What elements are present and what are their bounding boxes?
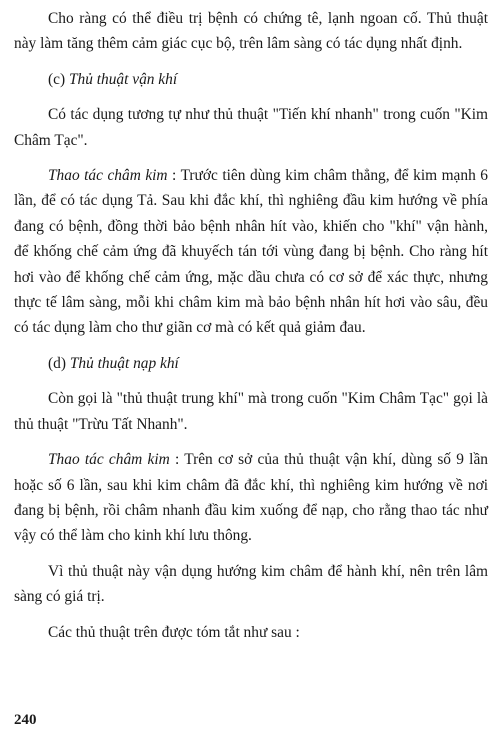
- paragraph-5: [14, 447, 488, 549]
- procedure-text-1: : Trước tiên dùng kim châm thẳng, để kim mạnh 6 lần, để có tác dụng Tả. Sau khi đắc khí, thì nghiêng đầu kim hướng về phía đang có bệnh, đồng thời bảo bệnh nhân hít vào, khiến cho "khí" vận hành, để khống chế cảm ứng đã khuyếch tán tới vùng đang bị bệnh. Cho ràng hít hơi vào để khống chế cảm ứng, mặc dầu chưa có cơ sở để xác thực, nhưng thực tế lâm sàng, mỗi khi châm kim mà bảo bệnh nhân hít hơi vào sâu, đều có tác dụng làm cho thư giãn cơ mà có kết quả giảm đau.: [14, 167, 488, 337]
- section-title-c: Thủ thuật vận khí: [68, 70, 178, 88]
- paragraph-6: Vì thủ thuật này vận dụng hướng kim châm để hành khí, nên trên lâm sàng có giá trị.: [14, 562, 488, 606]
- procedure-label-2: Thao tác châm kim: [48, 451, 170, 469]
- section-heading-d: [14, 351, 488, 376]
- paragraph-3: [14, 163, 488, 341]
- section-marker-c: (c): [48, 70, 66, 88]
- page-body: [14, 6, 488, 645]
- paragraph-7: Các thủ thuật trên được tóm tắt như sau :: [48, 623, 300, 641]
- section-title-d: Thủ thuật nạp khí: [69, 354, 179, 372]
- procedure-text-2: : Trên cơ sở của thủ thuật vận khí, dùng số 9 lần hoặc số 6 lần, sau khi kim châm đã đắc khí, thì nghiêng kim hướng về nơi đang bị bệnh, rồi châm nhanh đầu kim xuống để nạp, cho rằng thao tác như vậy có thể làm cho kinh khí lưu thông.: [14, 451, 488, 545]
- procedure-label-1: Thao tác châm kim: [48, 167, 168, 185]
- paragraph-2: Có tác dụng tương tự như thủ thuật "Tiến khí nhanh" trong cuốn "Kim Châm Tạc".: [14, 106, 488, 149]
- page-number: 240: [14, 712, 37, 728]
- section-marker-d: (d): [48, 354, 66, 372]
- section-heading-c: [14, 67, 488, 92]
- paragraph-1: Cho ràng có thể điều trị bệnh có chứng tê, lạnh ngoan cố. Thủ thuật này làm tăng thêm cảm giác cục bộ, trên lâm sàng có tác dụng nhất định.: [14, 10, 488, 53]
- paragraph-4: Còn gọi là "thủ thuật trung khí" mà trong cuốn "Kim Châm Tạc" gọi là thủ thuật "Trừu Tất Nhanh".: [14, 390, 488, 433]
